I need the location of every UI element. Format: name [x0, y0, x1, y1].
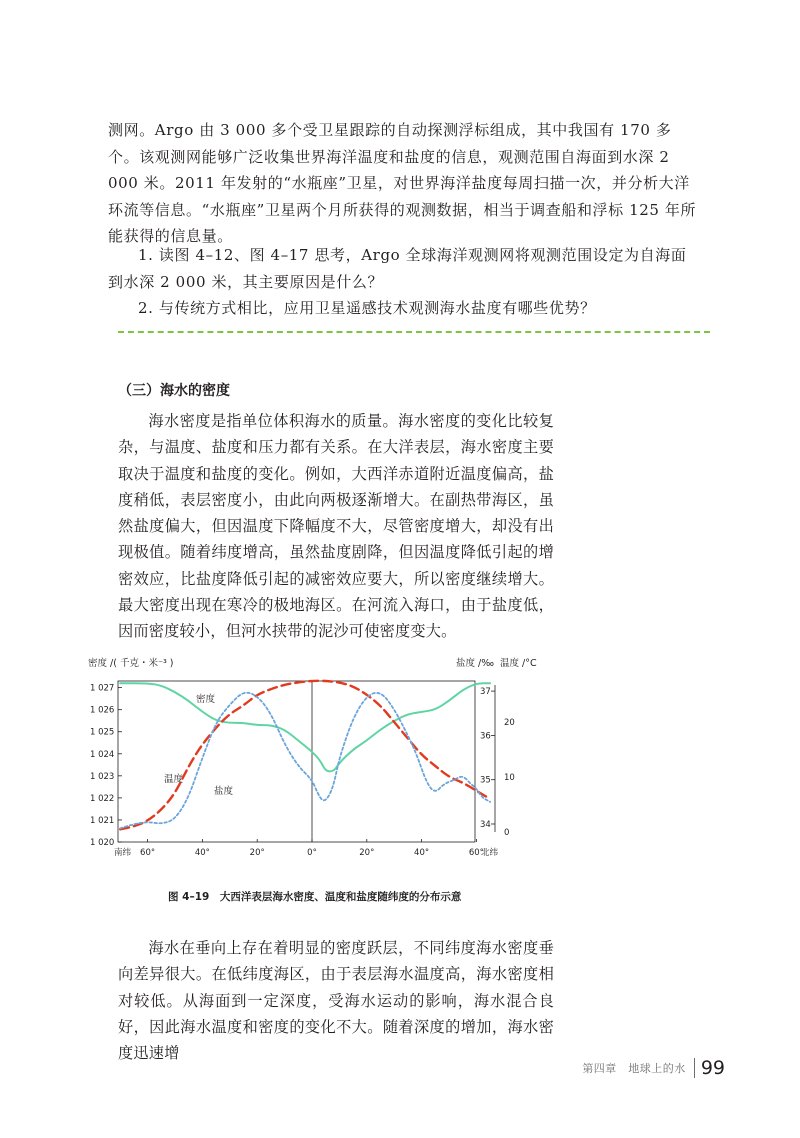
density-temperature-salinity-chart: [88, 654, 537, 864]
salinity-tick-label: 36: [480, 731, 491, 742]
temperature-tick-label: 0: [504, 828, 510, 838]
salinity-annotation: 盐度: [214, 786, 234, 797]
series-lines: [120, 681, 490, 830]
x-tick-label: 南纬: [114, 848, 132, 858]
salinity-line: [120, 693, 490, 829]
section-paragraph-2: 海水在垂向上存在着明显的密度跃层，不同纬度海水密度垂向差异很大。在低纬度海区，由于表层海水温度高，海水密度相对较低。从海面到一定深度，受海水运动的影响，海水混合良好，因此海水温度和密度的变化不大。随着深度的增加，海水密度迅速增: [118, 939, 554, 1063]
temperature-tick-label: 10: [504, 773, 515, 783]
density-tick-label: 1 027: [90, 683, 115, 694]
box-question-1: 1. 读图 4–12、图 4–17 思考，Argo 全球海洋观测网将观测范围设定为自海面到水深 2 000 米，其主要原因是什么？: [108, 246, 687, 291]
salinity-tick-label: 34: [480, 820, 491, 830]
density-tick-label: 1 025: [90, 727, 115, 738]
x-tick-label: 60°: [468, 848, 484, 858]
density-tick-label: 1 023: [90, 771, 115, 782]
density-tick-label: 1 026: [90, 705, 115, 716]
temperature-ticks: [504, 718, 515, 838]
density-tick-label: 1 020: [90, 838, 115, 848]
x-tick-label: 40°: [194, 848, 210, 858]
density-ticks: [90, 684, 122, 848]
salinity-ticks: [480, 685, 495, 832]
dashed-divider: [118, 331, 710, 333]
density-annotation: 密度: [196, 694, 216, 705]
salinity-axis-label: 盐度 /‰: [456, 658, 494, 669]
figure-caption: 图 4–19 大西洋表层海水密度、温度和盐度随纬度的分布示意: [168, 891, 462, 903]
section-title: （三）海水的密度: [118, 383, 230, 399]
x-tick-label: 0°: [307, 848, 317, 858]
salinity-tick-label: 35: [480, 775, 491, 786]
x-tick-label: 北纬: [481, 848, 499, 858]
temperature-line: [120, 681, 490, 830]
x-tick-label: 20°: [359, 848, 375, 858]
box-paragraph: 测网。Argo 由 3 000 多个受卫星跟踪的自动探测浮标组成，其中我国有 170 多个。该观测网能够广泛收集世界海洋温度和盐度的信息，观测范围自海面到水深 2 000 米。2011 年发射的“水瓶座”卫星，对世界海洋盐度每周扫描一次，并分析大洋环流等信息。“水瓶座”卫星两个月所获得的观测数据，相当于调查船和浮标 125 年所能获得的信息量。: [108, 121, 697, 245]
left-axis-label: 密度 /( 千克・米⁻³ ): [88, 658, 174, 669]
page-number: 99: [700, 1057, 725, 1079]
chapter-title: 第四章 地球上的水: [582, 1062, 686, 1075]
temperature-axis-label: 温度 /°C: [500, 658, 537, 669]
salinity-tick-label: 37: [480, 687, 491, 698]
temperature-annotation: 温度: [164, 774, 184, 785]
footer-divider: [694, 1058, 695, 1078]
temperature-tick-label: 20: [504, 718, 515, 728]
density-tick-label: 1 022: [90, 793, 115, 804]
x-tick-label: 60°: [140, 848, 156, 858]
density-line: [120, 683, 490, 771]
section-paragraph-1: 海水密度是指单位体积海水的质量。海水密度的变化比较复杂，与温度、盐度和压力都有关系。在大洋表层，海水密度主要取决于温度和盐度的变化。例如，大西洋赤道附近温度偏高，盐度稍低，表层密度小，由此向两极逐渐增大。在副热带海区，虽然盐度偏大，但因温度下降幅度不大，尽管密度增大，却没有出现极值。随着纬度增高，虽然盐度剧降，但因温度降低引起的增密效应，比盐度降低引起的减密效应要大，所以密度继续增大。最大密度出现在寒冷的极地海区。在河流入海口，由于盐度低，因而密度较小，但河水挟带的泥沙可使密度变大。: [118, 412, 554, 641]
x-tick-label: 20°: [249, 848, 265, 858]
x-tick-label: 40°: [414, 848, 430, 858]
box-question-2: 2. 与传统方式相比，应用卫星遥感技术观测海水盐度有哪些优势？: [138, 299, 596, 317]
density-tick-label: 1 021: [90, 815, 115, 826]
page-footer: [582, 1057, 725, 1079]
density-tick-label: 1 024: [90, 749, 115, 760]
